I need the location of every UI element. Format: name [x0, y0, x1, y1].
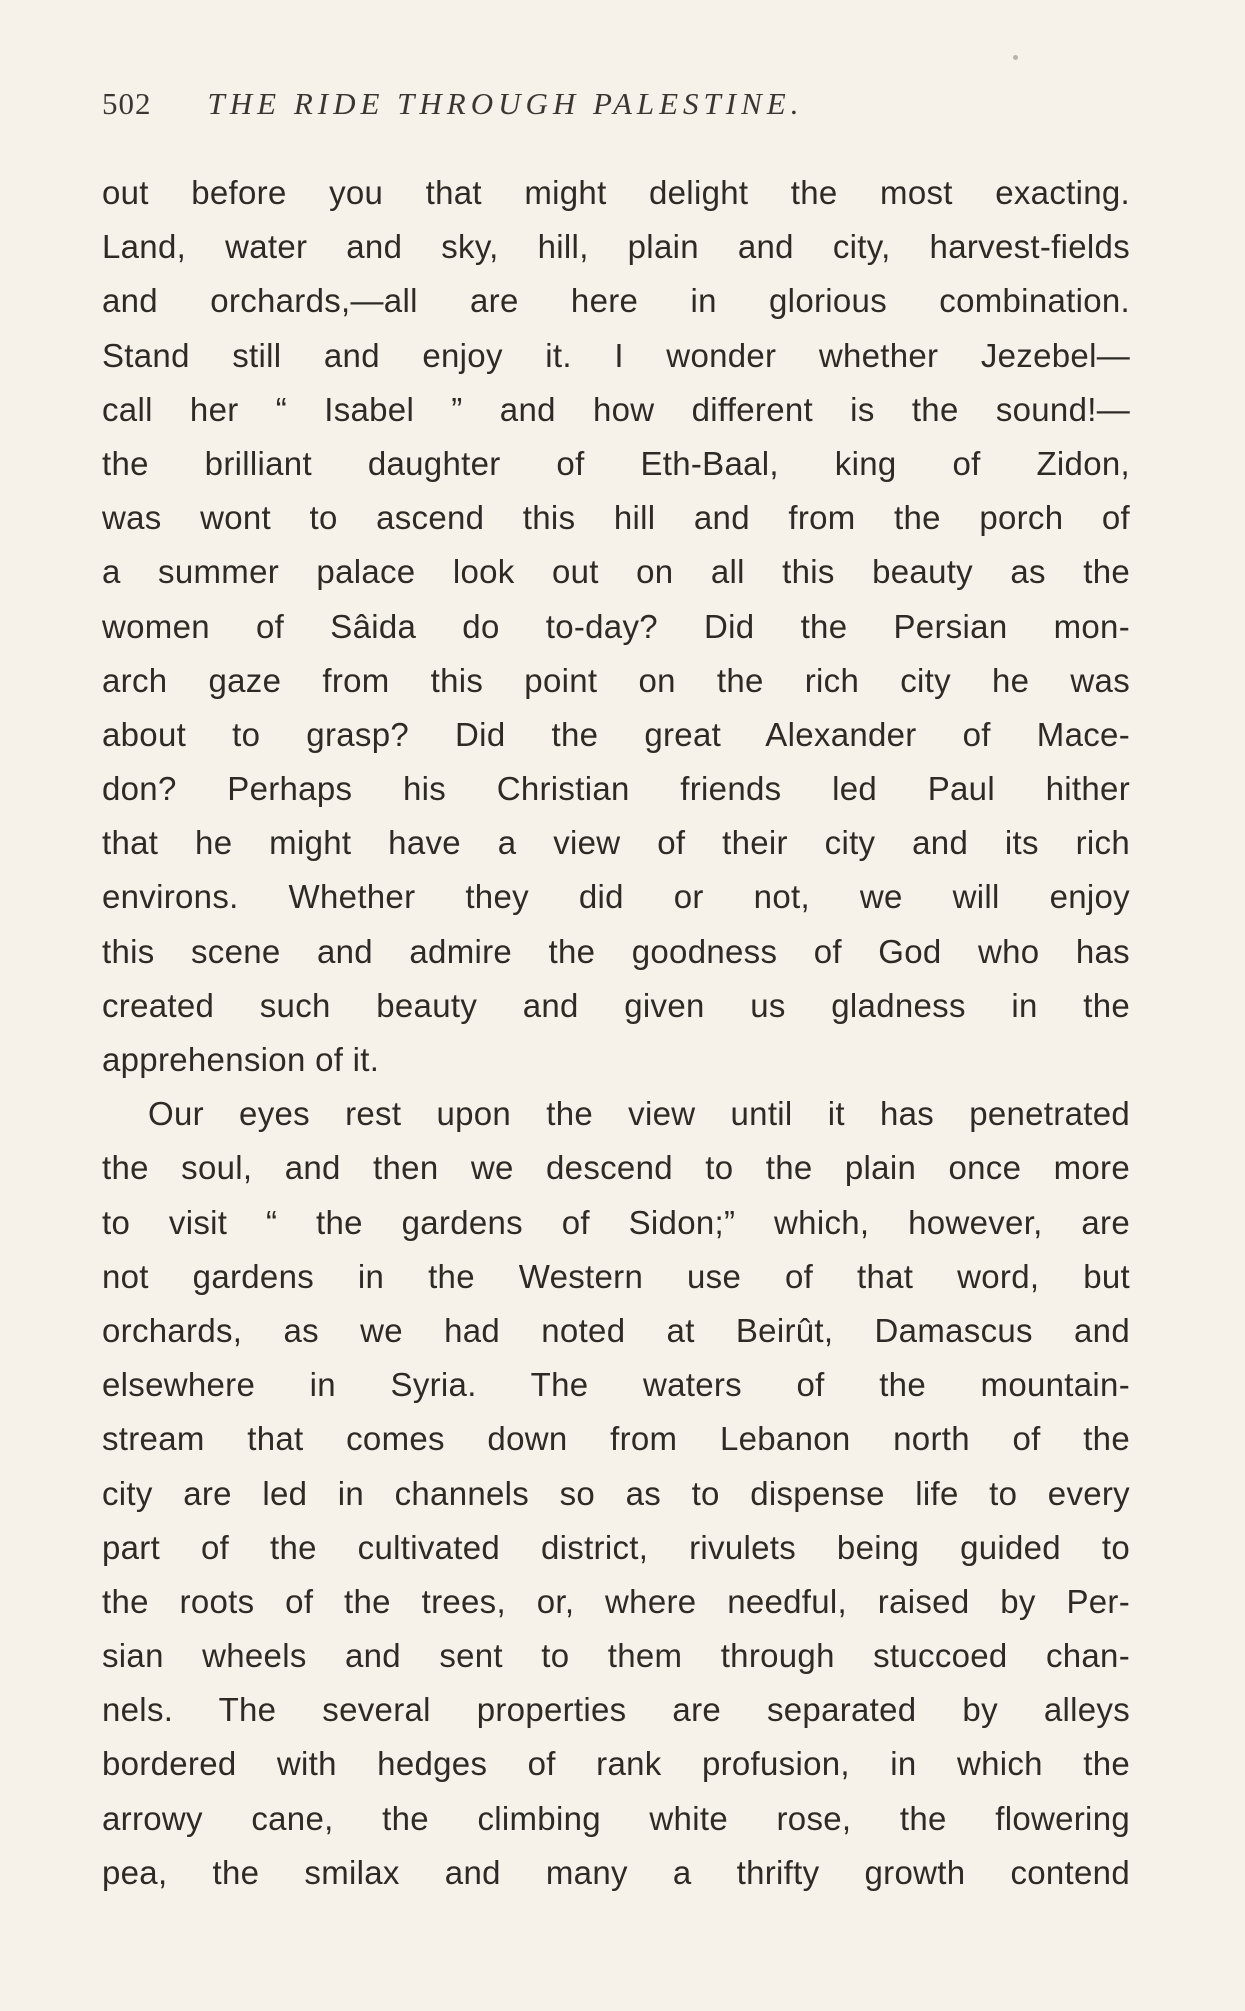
- text-line: this scene and admire the goodness of God who has: [102, 932, 1130, 970]
- text-line: about to grasp? Did the great Alexander of Mace-: [102, 715, 1130, 753]
- page-number: 502: [102, 86, 152, 121]
- text-line: apprehension of it.: [102, 1041, 380, 1078]
- text-line: city are led in channels so as to dispense life to every: [102, 1474, 1130, 1512]
- text-line: don? Perhaps his Christian friends led Paul hither: [102, 770, 1130, 808]
- text-line: not gardens in the Western use of that word, but: [102, 1257, 1130, 1295]
- text-line: arrowy cane, the climbing white rose, the flowering: [102, 1799, 1130, 1837]
- text-line: Land, water and sky, hill, plain and city, harvest-fields: [102, 228, 1130, 266]
- text-line: orchards, as we had noted at Beirût, Damascus and: [102, 1311, 1130, 1349]
- text-line: pea, the smilax and many a thrifty growth contend: [102, 1853, 1130, 1891]
- text-line: bordered with hedges of rank profusion, in which the: [102, 1745, 1130, 1783]
- text-line: to visit “ the gardens of Sidon;” which, however, are: [102, 1203, 1130, 1241]
- text-line: stream that comes down from Lebanon north of the: [102, 1420, 1130, 1458]
- text-line: out before you that might delight the most exacting.: [102, 174, 1130, 211]
- text-line: created such beauty and given us gladness in the: [102, 986, 1130, 1024]
- text-line: women of Sâida do to-day? Did the Persian mon-: [102, 607, 1130, 645]
- text-line: arch gaze from this point on the rich city he was: [102, 661, 1130, 699]
- body-text: [102, 166, 1130, 1900]
- paragraph-1: [102, 166, 1130, 1087]
- text-line: the brilliant daughter of Eth-Baal, king of Zidon,: [102, 444, 1130, 482]
- page-header: [102, 86, 1142, 136]
- text-line: that he might have a view of their city and its rich: [102, 824, 1130, 862]
- text-line: call her “ Isabel ” and how different is the sound!—: [102, 390, 1130, 428]
- text-line: was wont to ascend this hill and from the porch of: [102, 499, 1130, 537]
- paragraph-2: [102, 1087, 1130, 1900]
- text-line: the roots of the trees, or, where needful, raised by Per-: [102, 1582, 1130, 1620]
- text-line: elsewhere in Syria. The waters of the mountain-: [102, 1366, 1130, 1404]
- text-line: and orchards,—all are here in glorious combination.: [102, 282, 1130, 320]
- text-line: Stand still and enjoy it. I wonder whether Jezebel—: [102, 336, 1130, 374]
- text-line: the soul, and then we descend to the plain once more: [102, 1149, 1130, 1187]
- text-line: environs. Whether they did or not, we will enjoy: [102, 878, 1130, 916]
- text-line: nels. The several properties are separated by alleys: [102, 1691, 1130, 1729]
- text-line: a summer palace look out on all this beauty as the: [102, 553, 1130, 591]
- print-speck: [1013, 55, 1018, 60]
- text-line: Our eyes rest upon the view until it has penetrated: [148, 1095, 1130, 1133]
- text-line: sian wheels and sent to them through stuccoed chan-: [102, 1637, 1130, 1675]
- text-line: part of the cultivated district, rivulets being guided to: [102, 1528, 1130, 1566]
- running-head: THE RIDE THROUGH PALESTINE.: [207, 86, 804, 121]
